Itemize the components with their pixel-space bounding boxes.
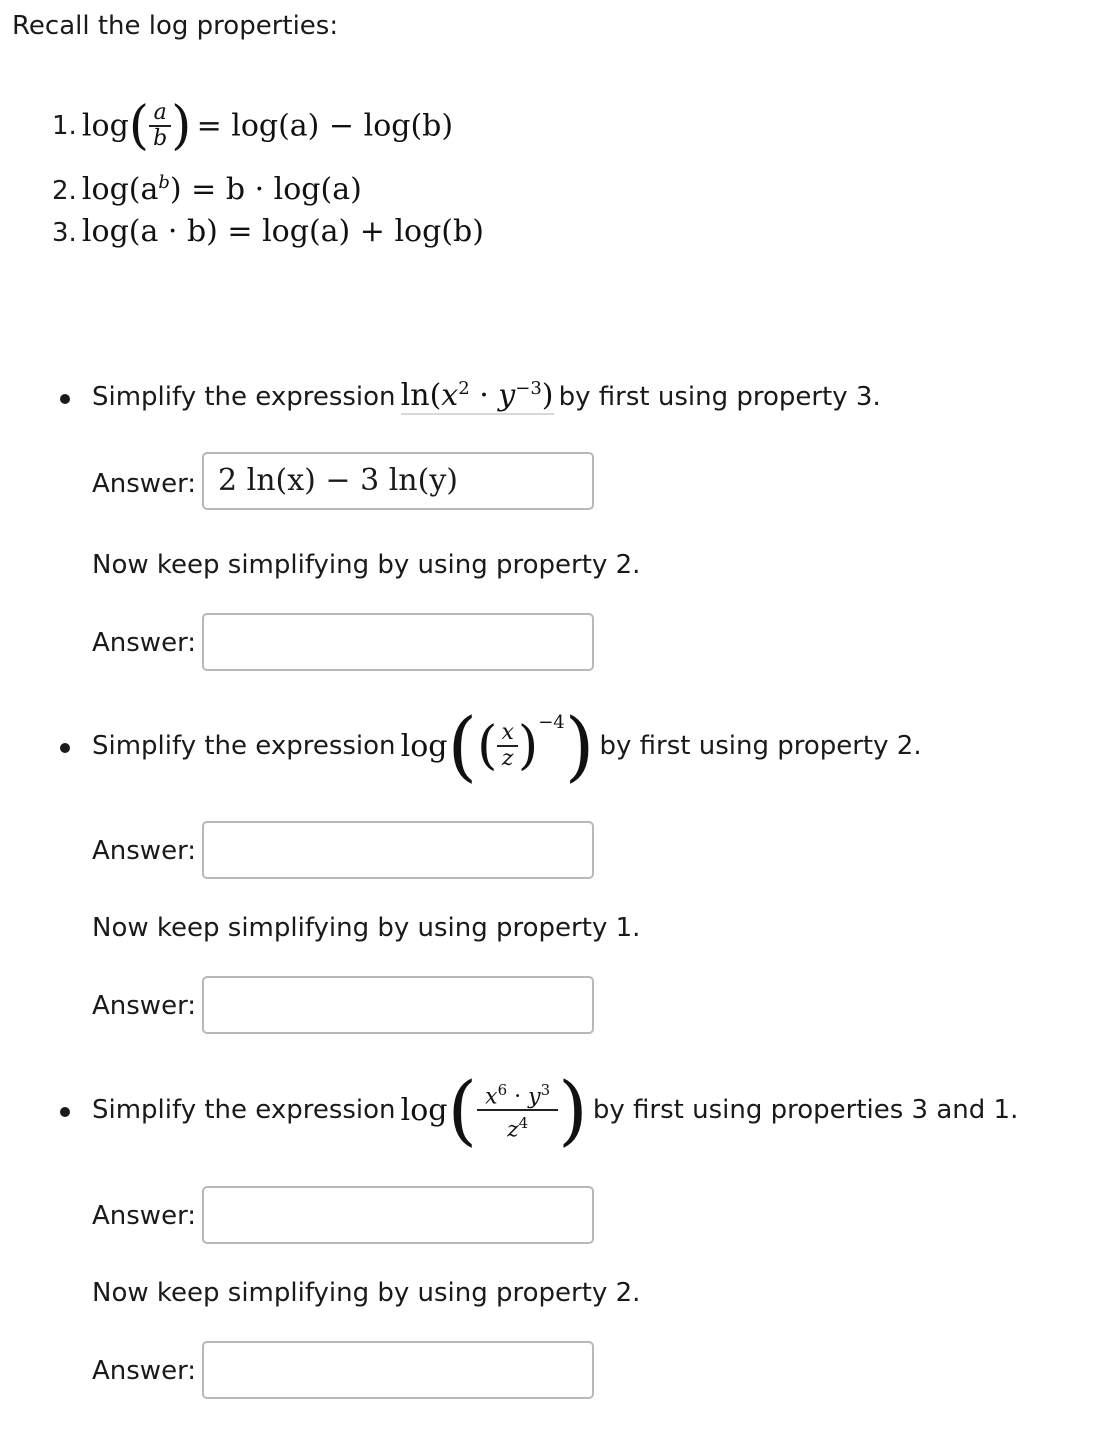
answer-input[interactable] — [202, 1186, 594, 1244]
prompt-suffix: by first using properties 3 and 1. — [592, 1095, 1019, 1125]
close-paren: ) — [171, 96, 192, 156]
answer-label: Answer: — [92, 628, 197, 658]
denominator: b — [153, 126, 168, 151]
prompt-prefix: Simplify the expression — [92, 1095, 396, 1125]
exponent: b — [158, 172, 170, 193]
problem-2-prompt — [92, 700, 922, 792]
expression: $\ln(x^2 \cdot y^{-3})$ — [400, 378, 554, 413]
prompt-suffix: by first using property 3. — [558, 382, 881, 412]
problem-1-prompt — [92, 378, 881, 413]
bullet — [60, 743, 70, 753]
property-2 — [52, 172, 362, 207]
answer-label: Answer: — [92, 469, 197, 499]
expression: log ( ( $\frac{x}{z}$ ) $^{-4}$ ) — [400, 701, 595, 790]
open-paren: ( — [128, 96, 150, 156]
answer-label: Answer: — [92, 991, 197, 1021]
prompt-prefix: Simplify the expression — [92, 731, 396, 761]
prompt-suffix: by first using property 2. — [599, 731, 922, 761]
answer-input[interactable] — [202, 821, 594, 879]
bullet — [60, 1107, 70, 1117]
property-number: 1. — [52, 111, 77, 141]
property-number: 2. — [52, 176, 77, 206]
followup-text: Now keep simplifying by using property 2. — [92, 550, 641, 580]
answer-input[interactable]: 2 ln(x) − 3 ln(y) — [202, 452, 594, 510]
fraction — [149, 101, 171, 151]
followup-text: Now keep simplifying by using property 1. — [92, 913, 641, 943]
property-1 — [52, 96, 454, 170]
property-3 — [52, 214, 484, 249]
property-rhs: = log(a) − log(b) — [196, 108, 454, 144]
answer-input[interactable] — [202, 613, 594, 671]
followup-text: Now keep simplifying by using property 2. — [92, 1278, 641, 1308]
intro-text: Recall the log properties: — [12, 11, 339, 41]
bullet — [60, 394, 70, 404]
property-lhs: log(a — [81, 172, 159, 207]
numerator: a — [149, 101, 171, 127]
expression: log ( $\frac{x^6 \cdot y^3}{z^4}$ ) — [400, 1065, 588, 1154]
property-rhs: = b · log(a) — [191, 172, 362, 207]
property-text: log(a · b) = log(a) + log(b) — [81, 214, 484, 249]
answer-label: Answer: — [92, 1356, 197, 1386]
close-paren: ) — [169, 172, 182, 207]
answer-label: Answer: — [92, 836, 197, 866]
property-number: 3. — [52, 218, 77, 248]
log-fn: log — [81, 108, 129, 144]
prompt-prefix: Simplify the expression — [92, 382, 396, 412]
answer-label: Answer: — [92, 1201, 197, 1231]
answer-input[interactable] — [202, 1341, 594, 1399]
problem-3-prompt — [92, 1062, 1018, 1158]
answer-input[interactable] — [202, 976, 594, 1034]
